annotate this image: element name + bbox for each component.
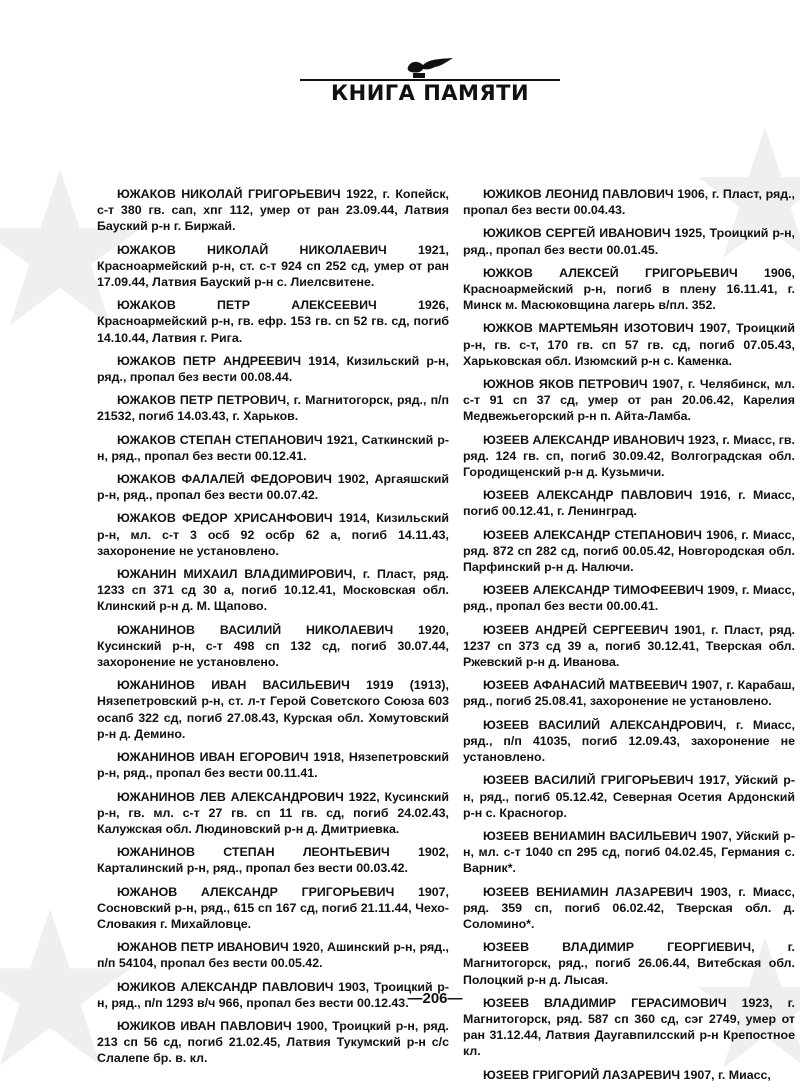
memorial-entry: ЮЖНОВ ЯКОВ ПЕТРОВИЧ 1907, г. Челябинск, мл. с-т 91 сп 37 сд, умер от ран 20.06.42, Карелия Медвежьегорский р-н п. Айта-Ламба. bbox=[463, 376, 795, 425]
right-column bbox=[463, 186, 795, 1090]
memorial-entry: ЮЖАНОВ АЛЕКСАНДР ГРИГОРЬЕВИЧ 1907, Сосновский р-н, ряд., 615 сп 167 сд, погиб 21.11.44, Чехо-Словакия г. Михайловце. bbox=[97, 884, 449, 933]
memorial-entry: ЮЗЕЕВ АНДРЕЙ СЕРГЕЕВИЧ 1901, г. Пласт, ряд. 1237 сп 373 сд 39 а, погиб 30.12.41, Тверская обл. Ржевский р-н д. Иванова. bbox=[463, 622, 795, 671]
memorial-entry: ЮЖАНИН МИХАИЛ ВЛАДИМИРОВИЧ, г. Пласт, ряд. 1233 сп 371 сд 30 а, погиб 10.12.41, Московская обл. Клинский р-н д. М. Щапово. bbox=[97, 566, 449, 615]
memorial-entry: ЮЗЕЕВ ГРИГОРИЙ ЛАЗАРЕВИЧ 1907, г. Миасс, bbox=[463, 1067, 795, 1083]
memorial-entry: ЮЖАНИНОВ ИВАН ЕГОРОВИЧ 1918, Нязепетровский р-н, ряд., пропал без вести 00.11.41. bbox=[97, 749, 449, 781]
memorial-entry: ЮЖАКОВ СТЕПАН СТЕПАНОВИЧ 1921, Саткинский р-н, ряд., пропал без вести 00.12.41. bbox=[97, 432, 449, 464]
memorial-entry: ЮЗЕЕВ ВЛАДИМИР ГЕОРГИЕВИЧ, г. Магнитогорск, ряд., погиб 26.06.44, Витебская обл. Полоцкий р-н д. Лысая. bbox=[463, 939, 795, 988]
memorial-entry: ЮЗЕЕВ АЛЕКСАНДР ИВАНОВИЧ 1923, г. Миасс, гв. ряд. 124 гв. сп, погиб 30.09.42, Волгоградская обл. Городищенский р-н д. Кузьмичи. bbox=[463, 432, 795, 481]
memorial-entry: ЮЗЕЕВ ВЕНИАМИН ВАСИЛЬЕВИЧ 1907, Уйский р-н, мл. с-т 1040 сп 295 сд, погиб 04.02.45, Германия с. Варник*. bbox=[463, 828, 795, 877]
left-column bbox=[97, 186, 449, 1074]
memorial-entry: ЮЖКОВ АЛЕКСЕЙ ГРИГОРЬЕВИЧ 1906, Красноармейский р-н, погиб в плену 16.11.41, г. Минск м. Масюковщина лагерь в/пл. 352. bbox=[463, 265, 795, 314]
memorial-entry: ЮЖАКОВ ФЕДОР ХРИСАНФОВИЧ 1914, Кизильский р-н, мл. с-т 3 осб 92 осбр 62 а, погиб 14.11.43, захоронение не установлено. bbox=[97, 510, 449, 559]
page-header bbox=[300, 55, 560, 105]
page-number: —206— bbox=[0, 990, 800, 1007]
memorial-entry: ЮЖИКОВ СЕРГЕЙ ИВАНОВИЧ 1925, Троицкий р-н, ряд., пропал без вести 00.01.45. bbox=[463, 225, 795, 257]
memorial-entry: ЮЖАКОВ ФАЛАЛЕЙ ФЕДОРОВИЧ 1902, Аргаяшский р-н, ряд., пропал без вести 00.07.42. bbox=[97, 471, 449, 503]
memorial-entry: ЮЖАНИНОВ ИВАН ВАСИЛЬЕВИЧ 1919 (1913), Нязепетровский р-н, ст. л-т Герой Советского Союза 603 осапб 322 сд, погиб 27.08.43, Курская обл. Хомутовский р-н д. Демино. bbox=[97, 677, 449, 742]
memorial-entry: ЮЖАНИНОВ ВАСИЛИЙ НИКОЛАЕВИЧ 1920, Кусинский р-н, с-т 498 сп 132 сд, погиб 30.07.44, захоронение не установлено. bbox=[97, 622, 449, 671]
memorial-entry: ЮЖАКОВ ПЕТР АНДРЕЕВИЧ 1914, Кизильский р-н, ряд., пропал без вести 00.08.44. bbox=[97, 353, 449, 385]
memorial-entry: ЮЖАКОВ НИКОЛАЙ НИКОЛАЕВИЧ 1921, Красноармейский р-н, ст. с-т 924 сп 252 сд, умер от ран 17.09.44, Латвия Бауский р-н с. Лиелсвитене. bbox=[97, 242, 449, 291]
memorial-entry: ЮЗЕЕВ АЛЕКСАНДР СТЕПАНОВИЧ 1906, г. Миасс, ряд. 872 сп 282 сд, погиб 00.05.42, Новгородская обл. Парфинский р-н д. Налючи. bbox=[463, 527, 795, 576]
memorial-entry: ЮЗЕЕВ АЛЕКСАНДР ТИМОФЕЕВИЧ 1909, г. Миасс, ряд., пропал без вести 00.00.41. bbox=[463, 582, 795, 614]
memorial-entry: ЮЖАНИНОВ ЛЕВ АЛЕКСАНДРОВИЧ 1922, Кусинский р-н, гв. мл. с-т 27 гв. сп 11 гв. сд, погиб 24.02.43, Калужская обл. Людиновский р-н д. Дмитриевка. bbox=[97, 789, 449, 838]
memorial-entry: ЮЗЕЕВ ВЕНИАМИН ЛАЗАРЕВИЧ 1903, г. Миасс, ряд. 359 сп, погиб 06.02.42, Тверская обл. д. Соломино*. bbox=[463, 884, 795, 933]
eternal-flame-icon bbox=[405, 57, 455, 79]
memorial-entry: ЮЖАНОВ ПЕТР ИВАНОВИЧ 1920, Ашинский р-н, ряд., п/п 54104, пропал без вести 00.05.42. bbox=[97, 939, 449, 971]
memorial-entry: ЮЖКОВ МАРТЕМЬЯН ИЗОТОВИЧ 1907, Троицкий р-н, гв. с-т, 170 гв. сп 57 гв. сд, погиб 07.05.43, Харьковская обл. Изюмский р-н с. Каменка. bbox=[463, 320, 795, 369]
memorial-entry: ЮЗЕЕВ АФАНАСИЙ МАТВЕЕВИЧ 1907, г. Карабаш, ряд., погиб 25.08.41, захоронение не установлено. bbox=[463, 677, 795, 709]
memorial-entry: ЮЖИКОВ ЛЕОНИД ПАВЛОВИЧ 1906, г. Пласт, ряд., пропал без вести 00.04.43. bbox=[463, 186, 795, 218]
memorial-entry: ЮЖАНИНОВ СТЕПАН ЛЕОНТЬЕВИЧ 1902, Карталинский р-н, ряд., пропал без вести 00.03.42. bbox=[97, 844, 449, 876]
memorial-entry: ЮЗЕЕВ АЛЕКСАНДР ПАВЛОВИЧ 1916, г. Миасс, погиб 00.12.41, г. Ленинград. bbox=[463, 487, 795, 519]
memorial-entry: ЮЖАКОВ ПЕТР АЛЕКСЕЕВИЧ 1926, Красноармейский р-н, гв. ефр. 153 гв. сп 52 гв. сд, погиб 14.10.44, Латвия г. Рига. bbox=[97, 297, 449, 346]
memorial-entry: ЮЖИКОВ ИВАН ПАВЛОВИЧ 1900, Троицкий р-н, ряд. 213 сп 56 сд, погиб 21.02.45, Латвия Тукумский р-н с/с Слалепе бр. в. кл. bbox=[97, 1018, 449, 1067]
memorial-entry: ЮЗЕЕВ ВАСИЛИЙ АЛЕКСАНДРОВИЧ, г. Миасс, ряд., п/п 41035, погиб 12.09.43, захоронение не установлено. bbox=[463, 717, 795, 766]
book-title: КНИГА ПАМЯТИ bbox=[300, 81, 560, 105]
memorial-entry: ЮЗЕЕВ ВАСИЛИЙ ГРИГОРЬЕВИЧ 1917, Уйский р-н, ряд., погиб 05.12.42, Северная Осетия Ардонский р-н с. Красногор. bbox=[463, 772, 795, 821]
memorial-entry: ЮЗЕЕВ ВЛАДИМИР ГЕРАСИМОВИЧ 1923, г. Магнитогорск, ряд. 587 сп 360 сд, сэг 2749, умер от ран 31.12.44, Латвия Даугавпилсский р-н Крепостное кл. bbox=[463, 995, 795, 1060]
memorial-entry: ЮЖАКОВ НИКОЛАЙ ГРИГОРЬЕВИЧ 1922, г. Копейск, с-т 380 гв. сап, хпг 112, умер от ран 23.09.44, Латвия Бауский р-н г. Биржай. bbox=[97, 186, 449, 235]
memorial-entry: ЮЖАКОВ ПЕТР ПЕТРОВИЧ, г. Магнитогорск, ряд., п/п 21532, погиб 14.03.43, г. Харьков. bbox=[97, 392, 449, 424]
memorial-entry: ЮЖИКОВ АЛЕКСАНДР ПАВЛОВИЧ 1903, Троицкий р-н, ряд., п/п 1293 в/ч 966, пропал без вести 00.12.43. bbox=[97, 979, 449, 1011]
